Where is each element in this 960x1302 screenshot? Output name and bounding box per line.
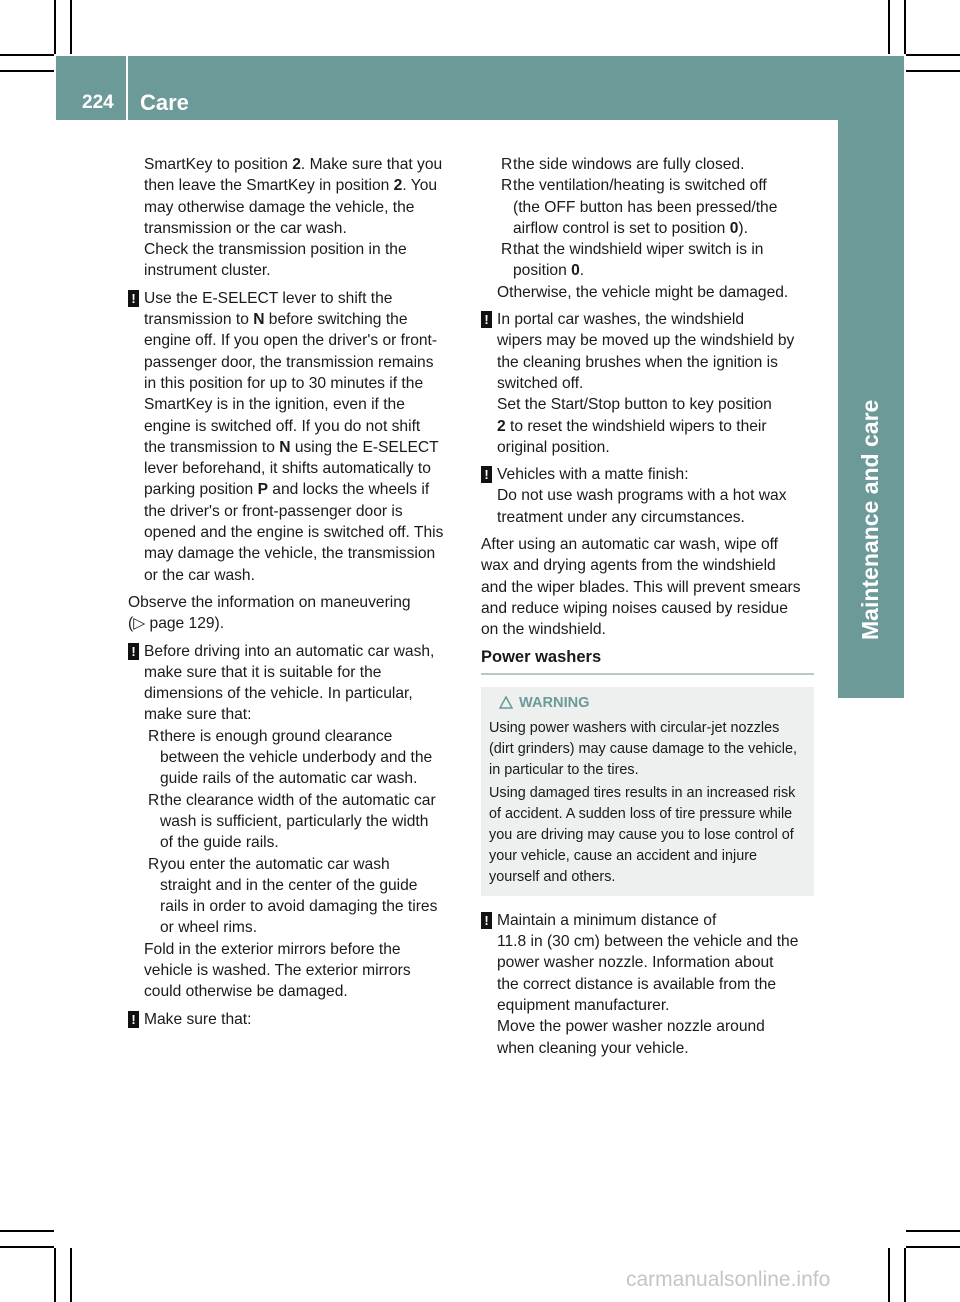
text-segment: instrument cluster.: [144, 262, 271, 280]
crop-mark: [888, 0, 890, 54]
section-heading: [481, 647, 814, 675]
exclamation-icon: !: [128, 290, 139, 307]
crop-mark: [0, 54, 54, 56]
text-segment: when cleaning your vehicle.: [497, 1039, 689, 1057]
text-segment: Fold in the exterior mirrors before the: [144, 940, 401, 958]
text-segment: the ventilation/heating is switched off: [513, 177, 767, 195]
text-segment: straight and in the center of the guide: [160, 876, 418, 894]
body-text-line: [481, 995, 814, 1016]
text-segment: Set the Start/Stop button to key position: [497, 396, 772, 414]
bullet-item: [128, 790, 462, 811]
body-text-line: [481, 1016, 814, 1037]
text-segment: (the OFF button has been pressed/the: [513, 198, 778, 216]
bold-value: N: [279, 438, 291, 456]
bullet-item: [128, 726, 462, 747]
text-segment: (▷ page 129).: [128, 615, 225, 633]
text-segment: there is enough ground clearance: [160, 727, 393, 745]
body-text-line: [128, 394, 462, 415]
body-text-line: [128, 960, 462, 981]
crop-mark: [906, 1246, 960, 1248]
section-title: Care: [140, 90, 189, 115]
bullet-icon: R: [501, 241, 513, 259]
bullet-icon: R: [501, 156, 513, 173]
text-segment: switched off.: [497, 374, 584, 392]
text-segment: 11.8 in (30 cm) between the vehicle and the: [497, 933, 799, 951]
body-text-line: [481, 197, 814, 218]
warning-triangle-icon: [499, 695, 513, 716]
note-item: [128, 641, 462, 662]
exclamation-icon: !: [481, 912, 492, 929]
text-segment: equipment manufacturer.: [497, 997, 670, 1015]
body-text-line: [481, 218, 814, 239]
body-text-line: [128, 565, 462, 586]
text-segment: the clearance width of the automatic car: [160, 791, 436, 809]
body-text-line: [481, 619, 814, 640]
body-text-line: [128, 458, 462, 479]
body-text-line: [128, 832, 462, 853]
text-segment: passenger door, the transmission remains: [144, 353, 434, 371]
crop-mark: [906, 1230, 960, 1232]
text-segment: before switching the: [264, 311, 408, 329]
exclamation-icon: !: [128, 1011, 139, 1028]
body-text-line: [128, 896, 462, 917]
body-text-line: [128, 875, 462, 896]
bold-value: 2: [497, 417, 506, 435]
text-segment: In portal car washes, the windshield: [497, 311, 745, 329]
body-text-line: [128, 416, 462, 437]
crop-mark: [0, 1230, 54, 1232]
text-segment: then leave the SmartKey in position: [144, 177, 394, 195]
body-text-line: [128, 522, 462, 543]
warning-text: Using damaged tires results in an increased risk of accident. A sudden loss of tire pressure while you are driving may cause you to lose control of your vehicle, cause an accident and injure yourself and others.: [489, 784, 796, 885]
text-segment: and reduce wiping noises caused by residue: [481, 599, 788, 617]
bold-value: 0: [729, 219, 739, 237]
text-segment: could otherwise be damaged.: [144, 983, 348, 1001]
body-text-line: [128, 330, 462, 351]
crop-mark: [54, 1248, 56, 1302]
warning-text: Using power washers with circular-jet nozzles (dirt grinders) may cause damage to the vehicle, in particular to the tires.: [489, 719, 797, 778]
side-tab-label: [855, 610, 885, 640]
body-text-line: [128, 479, 462, 500]
text-segment: . You: [402, 177, 438, 195]
bullet-item: [481, 175, 814, 196]
body-text-line: [481, 974, 814, 995]
bold-value: 2: [292, 156, 301, 173]
text-segment: SmartKey is in the ignition, even if the: [144, 396, 405, 414]
note-item: [128, 288, 462, 309]
text-segment: or the car wash.: [144, 566, 255, 584]
exclamation-icon: !: [128, 643, 139, 660]
body-text-line: [128, 613, 462, 634]
note-item: [481, 309, 814, 330]
body-text-line: [128, 437, 462, 458]
text-segment: ).: [738, 219, 748, 237]
body-text-line: [128, 768, 462, 789]
crop-mark: [906, 54, 960, 56]
crop-mark: [906, 70, 960, 72]
bullet-icon: R: [501, 177, 513, 195]
body-text-line: [481, 373, 814, 394]
text-segment: the side windows are fully closed.: [513, 156, 745, 173]
text-segment: lever beforehand, it shifts automatically to: [144, 460, 431, 478]
body-text-line: [128, 175, 462, 196]
body-text-line: [481, 352, 814, 373]
crop-mark: [888, 1248, 890, 1302]
body-text-line: [128, 704, 462, 725]
watermark: carmanualsonline.info: [626, 1268, 831, 1291]
body-text-line: [481, 952, 814, 973]
header-divider: [126, 56, 128, 120]
text-segment: Vehicles with a matte finish:: [497, 466, 689, 484]
right-column: [481, 154, 814, 1059]
text-segment: transmission to: [144, 311, 254, 329]
note-item: [481, 464, 814, 485]
text-segment: treatment under any circumstances.: [497, 508, 745, 526]
text-segment: wash is sufficient, particularly the width: [160, 812, 429, 830]
body-text-line: [128, 917, 462, 938]
warning-title: WARNING: [519, 694, 590, 711]
bold-value: 0: [571, 262, 580, 280]
text-segment: Observe the information on maneuvering: [128, 593, 411, 611]
crop-mark: [70, 1248, 72, 1302]
text-segment: make sure that it is suitable for the: [144, 663, 382, 681]
body-text-line: [481, 485, 814, 506]
text-segment: SmartKey to position: [144, 156, 293, 173]
text-segment: may otherwise damage the vehicle, the: [144, 198, 415, 216]
text-segment: .: [579, 262, 585, 280]
text-segment: Make sure that:: [144, 1010, 252, 1028]
text-segment: . Make sure that you: [300, 156, 443, 173]
body-text-line: [128, 662, 462, 683]
body-text-line: [128, 260, 462, 281]
body-text-line: [481, 1038, 814, 1059]
body-text-line: [481, 260, 814, 281]
text-segment: Move the power washer nozzle around: [497, 1018, 765, 1036]
text-segment: guide rails of the automatic car wash.: [160, 770, 418, 788]
text-segment: Before driving into an automatic car wash,: [144, 642, 435, 660]
text-segment: power washer nozzle. Information about: [497, 954, 774, 972]
text-segment: of the guide rails.: [160, 834, 279, 852]
text-segment: and the wiper blades. This will prevent smears: [481, 578, 801, 596]
text-segment: using the E-SELECT: [290, 438, 439, 456]
body-text-line: [128, 309, 462, 330]
text-segment: wipers may be moved up the windshield by: [497, 332, 795, 350]
note-item: [481, 910, 814, 931]
body-text-line: [128, 352, 462, 373]
body-text-line: [128, 197, 462, 218]
text-segment: that the windshield wiper switch is in: [513, 241, 764, 259]
bullet-icon: R: [148, 727, 160, 745]
warning-box: [481, 687, 814, 896]
body-text-line: [481, 282, 814, 303]
page-number: 224: [82, 92, 114, 113]
body-text-line: [128, 939, 462, 960]
crop-mark: [0, 70, 54, 72]
body-text-line: [481, 330, 814, 351]
body-text-line: [128, 501, 462, 522]
text-segment: make sure that:: [144, 706, 252, 724]
bullet-item: [481, 154, 814, 175]
body-text-line: [481, 931, 814, 952]
body-text-line: [481, 437, 814, 458]
text-segment: wax and drying agents from the windshield: [481, 557, 776, 575]
text-segment: Power washers: [481, 647, 602, 666]
text-segment: the driver's or front-passenger door is: [144, 502, 403, 520]
note-item: [128, 1009, 462, 1030]
crop-mark: [70, 0, 72, 54]
body-text-line: [481, 577, 814, 598]
text-segment: Otherwise, the vehicle might be damaged.: [497, 283, 789, 301]
text-segment: you enter the automatic car wash: [160, 855, 390, 873]
body-text-line: [128, 981, 462, 1002]
text-segment: dimensions of the vehicle. In particular,: [144, 685, 413, 703]
text-segment: between the vehicle underbody and the: [160, 749, 433, 767]
body-text-line: [481, 598, 814, 619]
body-text-line: [128, 683, 462, 704]
text-segment: Do not use wash programs with a hot wax: [497, 487, 787, 505]
crop-mark: [54, 0, 56, 54]
body-text-line: [128, 543, 462, 564]
text-segment: transmission or the car wash.: [144, 219, 347, 237]
body-text-line: [128, 218, 462, 239]
crop-mark: [0, 1246, 54, 1248]
text-segment: and locks the wheels if: [267, 481, 430, 499]
bullet-icon: R: [148, 791, 160, 809]
body-text-line: [128, 239, 462, 260]
text-segment: position: [513, 262, 572, 280]
text-segment: airflow control is set to position: [513, 219, 730, 237]
text-segment: Check the transmission position in the: [144, 241, 407, 259]
text-segment: the cleaning brushes when the ignition is: [497, 353, 778, 371]
body-text-line: [481, 507, 814, 528]
left-column: [128, 154, 462, 1030]
crop-mark: [904, 1248, 906, 1302]
text-segment: the correct distance is available from the: [497, 975, 777, 993]
body-text-line: [128, 747, 462, 768]
bold-value: 2: [393, 177, 403, 195]
text-segment: may damage the vehicle, the transmission: [144, 545, 436, 563]
body-text-line: [481, 416, 814, 437]
text-segment: original position.: [497, 438, 610, 456]
body-text-line: [481, 534, 814, 555]
text-segment: Use the E-SELECT lever to shift the: [144, 289, 393, 307]
text-segment: or wheel rims.: [160, 919, 258, 937]
exclamation-icon: !: [481, 311, 492, 328]
body-text-line: [481, 555, 814, 576]
text-segment: opened and the engine is switched off. This: [144, 524, 444, 542]
text-segment: engine is switched off. If you do not shift: [144, 417, 421, 435]
body-text-line: [128, 373, 462, 394]
text-segment: to reset the windshield wipers to their: [505, 417, 767, 435]
text-segment: engine off. If you open the driver's or front-: [144, 332, 438, 350]
text-segment: the transmission to: [144, 438, 280, 456]
exclamation-icon: !: [481, 466, 492, 483]
text-segment: on the windshield.: [481, 621, 606, 639]
text-segment: After using an automatic car wash, wipe off: [481, 536, 779, 554]
bullet-icon: R: [148, 855, 160, 873]
bullet-item: [128, 854, 462, 875]
text-segment: Maintain a minimum distance of: [497, 911, 717, 929]
text-segment: parking position: [144, 481, 258, 499]
body-text-line: [128, 592, 462, 613]
crop-mark: [904, 0, 906, 54]
text-segment: rails in order to avoid damaging the tires: [160, 898, 438, 916]
text-segment: in this position for up to 30 minutes if the: [144, 374, 424, 392]
body-text-line: [481, 394, 814, 415]
bold-value: P: [257, 481, 268, 499]
warning-heading: [489, 693, 806, 716]
body-text-line: [128, 154, 462, 175]
body-text-line: [128, 811, 462, 832]
bullet-item: [481, 239, 814, 260]
bold-value: N: [253, 311, 265, 329]
text-segment: vehicle is washed. The exterior mirrors: [144, 961, 411, 979]
